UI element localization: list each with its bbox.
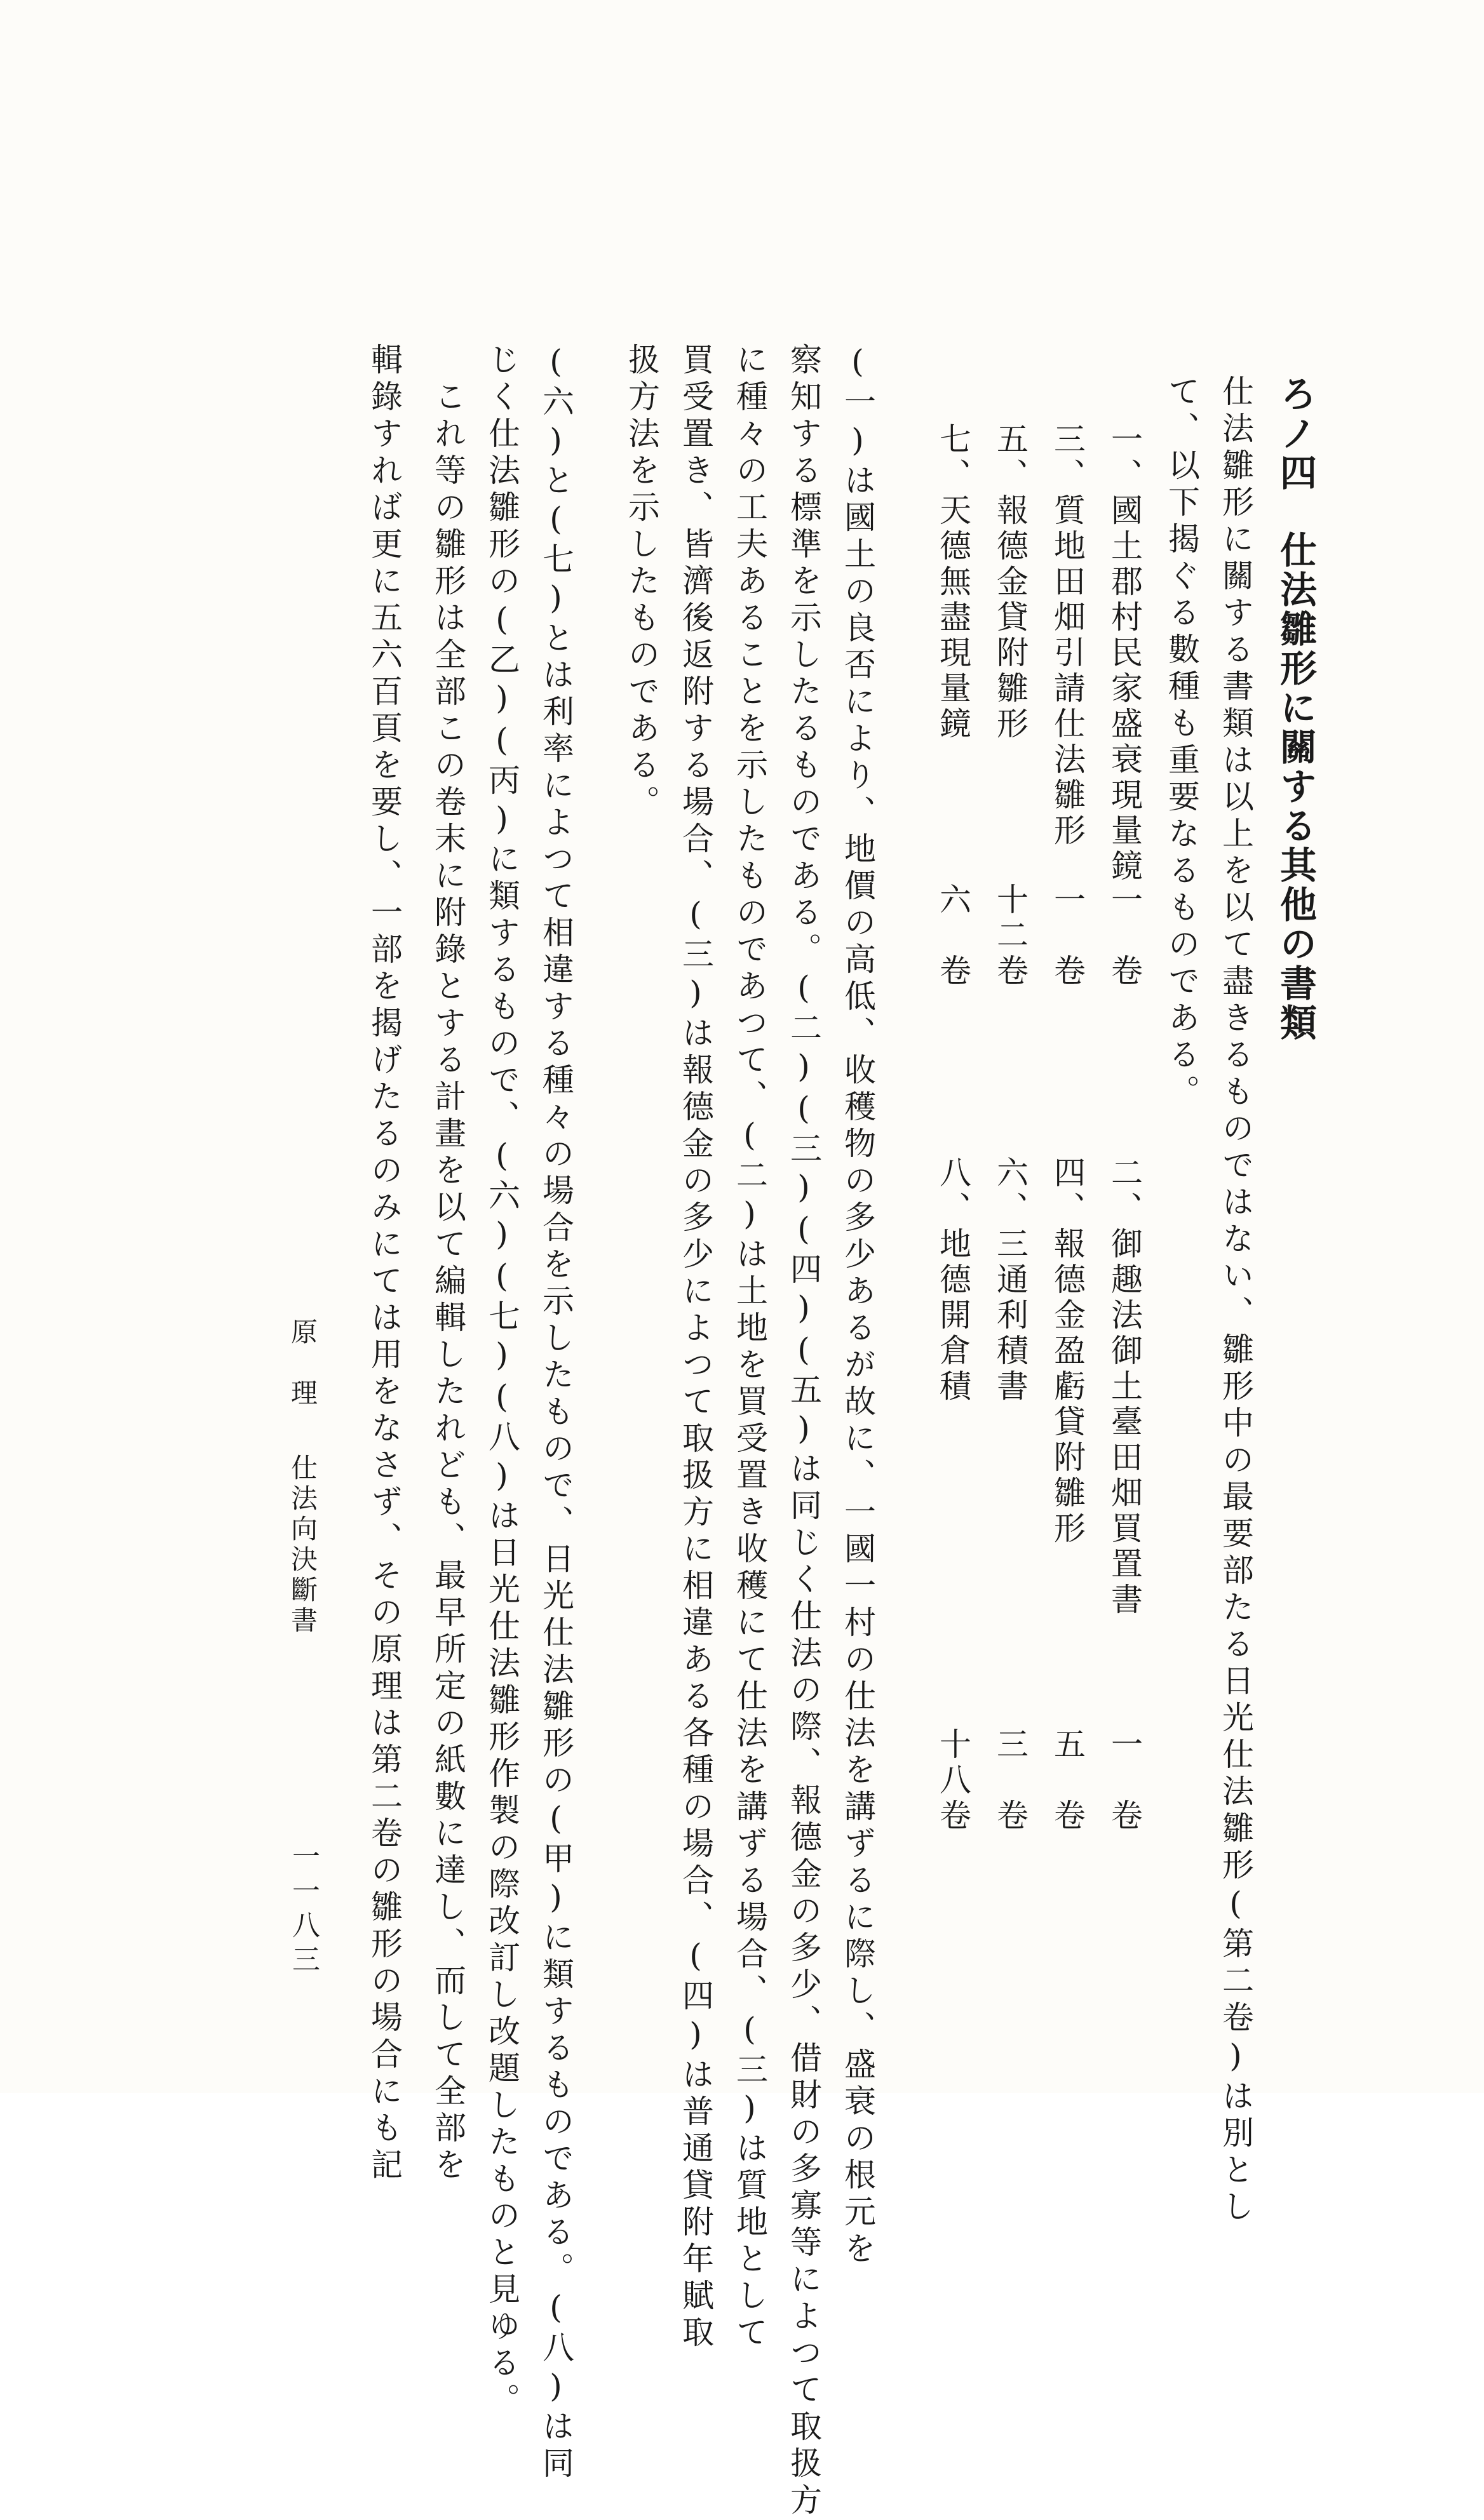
list-item-name: 六、三通利積書 [992, 1156, 1029, 1405]
list-item-volumes: 一 卷 [1106, 1727, 1143, 1834]
list-item-name: 一、國土郡村民家盛衰現量鏡 [1106, 422, 1143, 885]
list-item-name: 三、質地田畑引請仕法雛形 [1049, 422, 1086, 849]
list-column-2 [1049, 422, 1089, 1834]
running-footer [289, 1318, 316, 1637]
list-item-volumes: 一 卷 [1106, 883, 1143, 989]
list-item-name: 四、報德金盈虧貸附雛形 [1049, 1156, 1086, 1547]
body-line-3: に種々の工夫あることを示したものであつて、(二)は土地を買受置き收穫にて仕法を講ずる場合、(三)は質地として [731, 343, 768, 2352]
section-heading [1274, 375, 1317, 1043]
list-item-volumes: 六 卷 [934, 883, 971, 989]
list-item-volumes: 一 卷 [1049, 883, 1086, 989]
page-number: 一一八三 [287, 1842, 320, 1979]
list-item-name: 八、地德開倉積 [934, 1156, 971, 1405]
intro-line-1: 仕法雛形に關する書類は以上を以て盡きるものではない、雛形中の最要部たる日光仕法雛形(第二卷)は別とし [1217, 375, 1254, 2227]
body-line-1: (一)は國土の良否により、地價の高低、收穫物の多少あるが故に、一國一村の仕法を講ずるに際し、盛衰の根元を [839, 343, 876, 2269]
list-item-volumes: 三 卷 [992, 1727, 1029, 1834]
body-line-8: これ等の雛形は全部この卷末に附錄とする計畫を以て編輯したれども、最早所定の紙數に達し、而して全部を [429, 343, 466, 2185]
list-item-name: 七、天德無盡現量鏡 [934, 422, 971, 742]
body-line-4: 買受置き、皆濟後返附する場合、(三)は報德金の多少によつて取扱方に相違ある各種の場合、(四)は普通貸附年賦取 [677, 343, 714, 2352]
footer-chapter: 仕法向決斷書 [287, 1454, 318, 1637]
intro-line-2: て、以下揭ぐる數種も重要なるものである。 [1163, 375, 1200, 1111]
body-line-2: 察知する標準を示したるものである。(二)(三)(四)(五)は同じく仕法の際、報德金の多少、借財の多寡等によつて取扱方 [785, 343, 822, 2520]
list-item-volumes: 十八卷 [934, 1727, 971, 1834]
list-item-name: 二、御趣法御土臺田畑買置書 [1106, 1156, 1143, 1618]
list-item-name: 五、報德金貸附雛形 [992, 422, 1029, 742]
section-number: ろノ四 [1274, 375, 1317, 493]
body-line-9: 輯錄すれば更に五六百頁を要し、一部を揭げたるのみにては用をなさず、その原理は第二卷の雛形の場合にも記 [366, 343, 403, 2185]
list-column-4 [934, 422, 975, 1834]
footer-section: 原 理 [287, 1318, 318, 1409]
list-item-volumes: 五 卷 [1049, 1727, 1086, 1834]
section-title: 仕法雛形に關する其他の書類 [1274, 531, 1317, 1043]
body-line-7: じく仕法雛形の(乙)(丙)に類するもので、(六)(七)(八)は日光仕法雛形作製の際改訂し改題したものと見ゆる。 [483, 343, 520, 2420]
body-line-5: 扱方法を示したものである。 [623, 343, 660, 822]
list-column-1 [1106, 422, 1147, 1834]
body-line-6: (六)と(七)とは利率によつて相違する種々の場合を示したもので、日光仕法雛形の(甲)に類するものである。(八)は同 [537, 343, 574, 2483]
list-item-volumes: 十二卷 [992, 883, 1029, 989]
list-column-3 [992, 422, 1032, 1834]
